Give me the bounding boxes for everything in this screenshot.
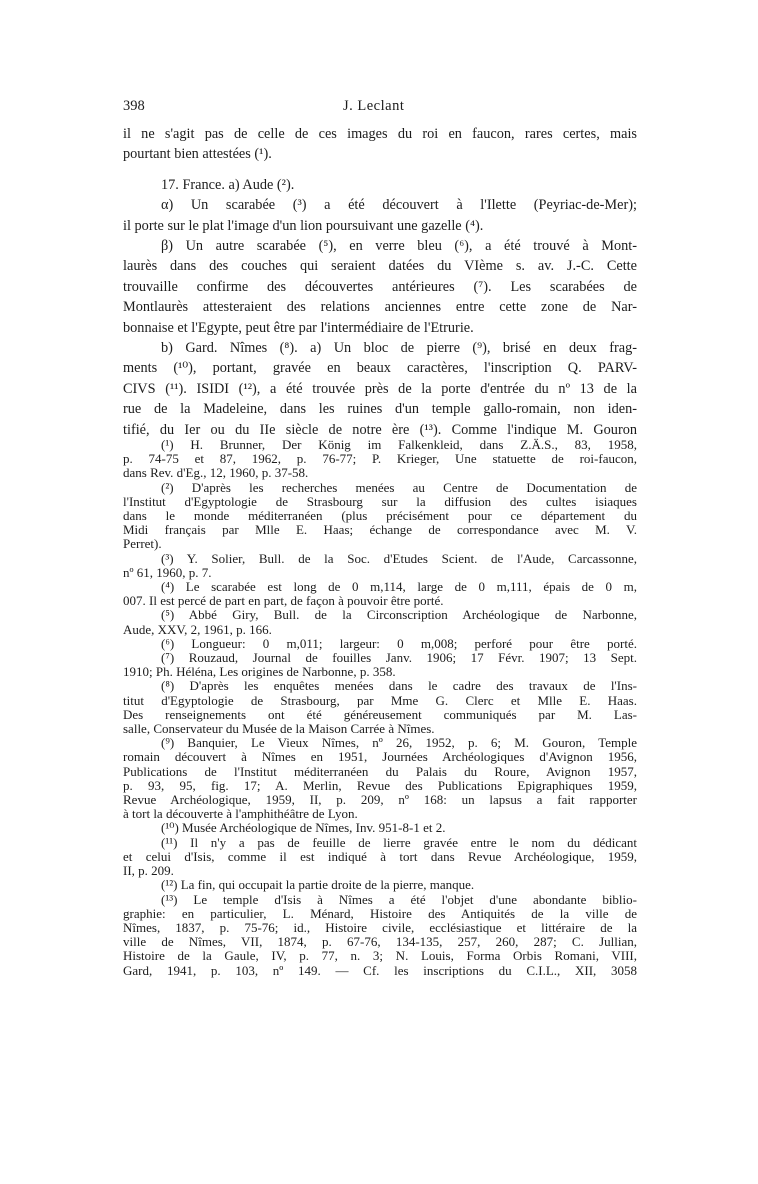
footnote-line: Nîmes, 1837, p. 75-76; id., Histoire civile, ecclésiastique et littéraire de la [123, 919, 637, 935]
footnote-line: (⁴) Le scarabée est long de 0 m,114, large de 0 m,111, épais de 0 m, [161, 579, 637, 595]
footnote-line: (¹³) Le temple d'Isis à Nîmes a été l'objet d'une abondante biblio- [161, 891, 637, 907]
footnote-line: (¹⁰) Musée Archéologique de Nîmes, Inv. 951-8-1 et 2. [161, 820, 446, 836]
footnote-line: (¹²) La fin, qui occupait la partie droite de la pierre, manque. [161, 877, 475, 893]
body-line: tifié, du Ier ou du IIe siècle de notre ère (¹³). Comme l'indique M. Gouron [123, 421, 637, 438]
footnote-line: dans Rev. d'Eg., 12, 1960, p. 37-58. [123, 465, 309, 481]
body-line: α) Un scarabée (³) a été découvert à l'Ilette (Peyriac-de-Mer); [161, 197, 637, 214]
footnote-line: Revue Archéologique, 1959, II, p. 209, nº 168: un lapsus a fait rapporter [123, 792, 637, 808]
body-line: il porte sur le plat l'image d'un lion poursuivant une gazelle (⁴). [123, 217, 484, 234]
footnote-line: romain découvert à Nîmes en 1951, Journées Archéologiques d'Avignon 1956, [123, 749, 637, 765]
footnote-line: dans le monde méditerranéen (plus précisément pour ce département du [123, 508, 637, 524]
body-line: trouvaille confirme des découvertes antérieures (⁷). Les scarabées de [123, 278, 637, 295]
footnote-line: (⁷) Rouzaud, Journal de fouilles Janv. 1906; 17 Févr. 1907; 13 Sept. [161, 650, 637, 666]
footnotes [123, 438, 637, 978]
footnote-line: graphie: en particulier, L. Ménard, Histoire des Antiquités de la ville de [123, 905, 637, 921]
footnote-line: Midi français par Mlle E. Haas; échange de correspondance avec M. V. [123, 522, 637, 538]
footnote-line: (⁶) Longueur: 0 m,011; largeur: 0 m,008; perforé pour être porté. [161, 635, 637, 651]
footnote-line: (⁸) D'après les enquêtes menées dans le cadre des travaux de l'Ins- [161, 678, 637, 694]
footnote-line: (²) D'après les recherches menées au Centre de Documentation de [161, 479, 637, 495]
body-line: ments (¹⁰), portant, gravée en beaux caractères, l'inscription Q. PARV- [123, 360, 637, 377]
body-line: pourtant bien attestées (¹). [123, 146, 272, 163]
footnote-line: nº 61, 1960, p. 7. [123, 564, 212, 580]
running-header [123, 98, 637, 118]
footnote-line: ville de Nîmes, VII, 1874, p. 67-76, 134-135, 257, 260, 287; C. Jullian, [123, 934, 637, 950]
footnote-line: 1910; Ph. Héléna, Les origines de Narbonne, p. 358. [123, 664, 396, 680]
footnote-line: Perret). [123, 536, 162, 552]
body-line: Montlaurès attesteraient des relations anciennes entre cette zone de Nar- [123, 299, 637, 316]
body-line: il ne s'agit pas de celle de ces images du roi en faucon, rares certes, mais [123, 126, 637, 142]
body-line: bonnaise et l'Egypte, peut être par l'intermédiaire de l'Etrurie. [123, 319, 474, 336]
section-heading: 17. France. a) Aude (²). [161, 176, 295, 193]
footnote-line: (¹) H. Brunner, Der König im Falkenkleid, dans Z.Ä.S., 83, 1958, [161, 437, 637, 452]
body-line: b) Gard. Nîmes (⁸). a) Un bloc de pierre (⁹), brisé en deux frag- [161, 340, 637, 357]
footnote-line: p. 74-75 et 87, 1962, p. 76-77; P. Krieger, Une statuette de roi-faucon, [123, 451, 637, 467]
footnote-line: Des renseignements ont été généreusement communiqués par M. Las- [123, 706, 637, 722]
footnote-line: et celui d'Isis, comme il est indiqué à tort dans Revue Archéologique, 1959, [123, 848, 637, 864]
footnote-line: Publications de l'Institut méditerranéen du Palais du Roure, Avignon 1957, [123, 763, 637, 779]
body-line: β) Un autre scarabée (⁵), en verre bleu (⁶), a été trouvé à Mont- [161, 238, 637, 255]
paragraph-gap [123, 165, 637, 175]
footnote-line: (³) Y. Solier, Bull. de la Soc. d'Etudes Scient. de l'Aude, Carcassonne, [161, 550, 637, 566]
footnote-line: Aude, XXV, 2, 1961, p. 166. [123, 621, 272, 637]
footnote-line: (⁹) Banquier, Le Vieux Nîmes, nº 26, 1952, p. 6; M. Gouron, Temple [161, 735, 637, 751]
footnote-line: Histoire de la Gaule, IV, p. 77, n. 3; N. Louis, Forma Orbis Romani, VIII, [123, 948, 637, 964]
body-line: laurès dans des couches qui seraient datées du VIème s. av. J.-C. Cette [123, 258, 637, 275]
footnote-line: 007. Il est percé de part en part, de façon à pouvoir être porté. [123, 593, 444, 609]
footnote-line: salle, Conservateur du Musée de la Maison Carrée à Nîmes. [123, 721, 435, 737]
body-line: CIVS (¹¹). ISIDI (¹²), a été trouvée près de la porte d'entrée du nº 13 de la [123, 380, 637, 397]
footnote-line: titut d'Egyptologie de Strasbourg, par Mme G. Clerc et Mlle E. Haas. [123, 692, 637, 708]
footnote-line: (⁵) Abbé Giry, Bull. de la Circonscription Archéologique de Narbonne, [161, 607, 637, 623]
footnote-line: p. 93, 95, fig. 17; A. Merlin, Revue des Publications Epigraphiques 1959, [123, 777, 637, 793]
footnote-line: Gard, 1941, p. 103, nº 149. — Cf. les inscriptions du C.I.L., XII, 3058 [123, 962, 637, 978]
footnote-line: l'Institut d'Egyptologie de Strasbourg sur la diffusion des cultes isiaques [123, 493, 637, 509]
body-line: rue de la Madeleine, dans les ruines d'un temple gallo-romain, non iden- [123, 401, 637, 418]
footnote-line: (¹¹) Il n'y a pas de feuille de lierre gravée entre le nom du dédicant [161, 834, 637, 850]
main-text [123, 124, 637, 440]
page-number: 398 [123, 98, 145, 114]
running-author: J. Leclant [343, 98, 405, 114]
footnote-line: à tort la découverte à l'amphithéâtre de Lyon. [123, 806, 358, 822]
footnote-line: II, p. 209. [123, 863, 174, 879]
